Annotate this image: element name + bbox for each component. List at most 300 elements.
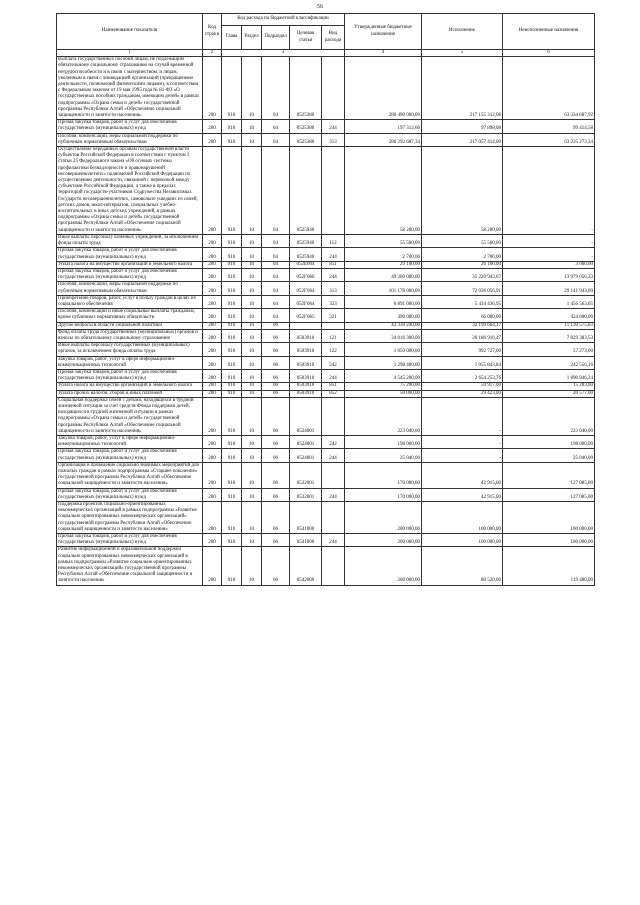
target-article-cell: 0503910 [290, 383, 322, 390]
unexecuted-amount-cell: 15 283,00 [503, 383, 595, 390]
header-vid: Вид расхода [322, 26, 345, 50]
line-code-cell: 200 [203, 488, 222, 501]
line-code-cell: 200 [203, 57, 222, 120]
unexecuted-amount-cell: 127 085,00 [503, 462, 595, 488]
expense-type-cell: 244 [322, 488, 345, 501]
approved-amount-cell: 43 330 240,00 [345, 322, 422, 329]
podrazdel-cell: 06 [262, 329, 290, 342]
line-code-cell: 200 [203, 547, 222, 585]
expense-type-cell: 323 [322, 295, 345, 308]
name-cell: Организация и проведение социально значимых мероприятий для пожилых граждан в рамках подпрограммы «Старшее поколение» государственной программы Республики Алтай «Обеспечение социальной защищенности и занятости населения» [57, 462, 203, 488]
header-razdel: Раздел [242, 26, 262, 50]
approved-amount-cell: 1 298 400,00 [345, 356, 422, 369]
approved-amount-cell: 223 040,00 [345, 397, 422, 435]
glava-cell: 910 [222, 322, 242, 329]
executed-amount-cell: 66 000,00 [422, 309, 503, 322]
glava-cell: 910 [222, 120, 242, 133]
razdel-cell: 10 [242, 322, 262, 329]
table-row [57, 488, 595, 501]
unexecuted-amount-cell: 198 000,00 [503, 435, 595, 448]
name-cell: Прочая закупка товаров, работ и услуг для обеспечения государственных (муниципальных) нужд [57, 268, 203, 281]
executed-amount-cell: 32 199 664,17 [422, 322, 503, 329]
glava-cell: 910 [222, 133, 242, 146]
unexecuted-amount-cell: 25 040,00 [503, 449, 595, 462]
line-code-cell: 200 [203, 449, 222, 462]
unexecuted-amount-cell: 63 235 273,34 [503, 133, 595, 146]
expense-type-cell: 321 [322, 309, 345, 322]
target-article-cell: 052Г060 [290, 268, 322, 281]
executed-amount-cell: - [422, 449, 503, 462]
target-article-cell: 0542000 [290, 547, 322, 585]
name-cell: Уплата налога на имущество организаций и земельного налога [57, 261, 203, 268]
expense-type-cell [322, 462, 345, 488]
unexecuted-amount-cell: 11 130 575,83 [503, 322, 595, 329]
executed-amount-cell: 26 186 916,47 [422, 329, 503, 342]
table-row [57, 147, 595, 235]
expense-type-cell: 244 [322, 120, 345, 133]
razdel-cell: 10 [242, 329, 262, 342]
approved-amount-cell: 200 000,00 [345, 547, 422, 585]
index-cell: 2 [203, 50, 222, 57]
line-code-cell: 200 [203, 534, 222, 547]
target-article-cell: 0503910 [290, 356, 322, 369]
target-article-cell: 0532001 [290, 462, 322, 488]
glava-cell: 910 [222, 329, 242, 342]
name-cell: Уплата прочих налогов, сборов и иных платежей [57, 390, 203, 397]
name-cell: Пособия, компенсации и иные социальные выплаты гражданам, кроме публичных нормативных обязательств [57, 309, 203, 322]
index-cell: 5 [422, 50, 503, 57]
line-code-cell: 200 [203, 397, 222, 435]
podrazdel-cell: 06 [262, 369, 290, 382]
unexecuted-amount-cell: 119 480,00 [503, 547, 595, 585]
table-body [57, 50, 595, 586]
table-row [57, 268, 595, 281]
expense-type-cell: 244 [322, 449, 345, 462]
line-code-cell: 200 [203, 329, 222, 342]
target-article-cell: 0524001 [290, 397, 322, 435]
razdel-cell: 10 [242, 397, 262, 435]
executed-amount-cell: 217 155 312,08 [422, 57, 503, 120]
glava-cell: 910 [222, 295, 242, 308]
approved-amount-cell: 49 200 000,00 [345, 268, 422, 281]
podrazdel-cell: 04 [262, 268, 290, 281]
razdel-cell: 10 [242, 369, 262, 382]
header-glava: Глава [222, 26, 242, 50]
razdel-cell: 10 [242, 462, 262, 488]
podrazdel-cell: 06 [262, 435, 290, 448]
executed-amount-cell: - [422, 435, 503, 448]
executed-amount-cell: 35 220 943,67 [422, 268, 503, 281]
expense-type-cell [322, 322, 345, 329]
line-code-cell: 200 [203, 369, 222, 382]
table-row [57, 369, 595, 382]
unexecuted-amount-cell: 424 000,00 [503, 309, 595, 322]
glava-cell: 910 [222, 502, 242, 534]
target-article-cell: 0503910 [290, 343, 322, 356]
approved-amount-cell: 29 100,00 [345, 261, 422, 268]
table-row [57, 502, 595, 534]
glava-cell: 910 [222, 534, 242, 547]
podrazdel-cell: 06 [262, 343, 290, 356]
podrazdel-cell: 06 [262, 356, 290, 369]
line-code-cell: 200 [203, 435, 222, 448]
name-cell: Уплата налога на имущество организаций и земельного налога [57, 383, 203, 390]
glava-cell: 910 [222, 147, 242, 235]
executed-amount-cell: 100 000,00 [422, 502, 503, 534]
approved-amount-cell: 280 490 000,00 [345, 57, 422, 120]
unexecuted-amount-cell: 100 000,00 [503, 502, 595, 534]
approved-amount-cell: 25 040,00 [345, 449, 422, 462]
name-cell: Прочая закупка товаров, работ и услуг для обеспечения государственных (муниципальных) нужд [57, 120, 203, 133]
name-cell: Осуществление переданных органам государственной власти субъектов Российской Федерации в соответствии с пунктом 3 статьи 25 Федерального закона «Об основах системы профилактики безнадзорности и правонарушений несовершеннолетних» полномочий Российской Федерации по осуществлению деятельности, связанной с перевозкой между субъектами Российской Федерации, а также в пределах территорий государств-участников Содружества Независимых Государств несовершеннолетних, самовольно ушедших из семей, детских домов, школ-интернатов, специальных учебно-воспитательных и иных детских учреждений, в рамках подпрограммы «Охрана семьи и детей» государственной программы Республики Алтай «Обеспечение социальной защищенности и занятости населения» [57, 147, 203, 235]
approved-amount-cell: 170 000,00 [345, 488, 422, 501]
table-row [57, 390, 595, 397]
executed-amount-cell: 100 000,00 [422, 534, 503, 547]
unexecuted-amount-cell: 1 456 563,05 [503, 295, 595, 308]
approved-amount-cell: 4 545 200,00 [345, 369, 422, 382]
target-article-cell: 0525940 [290, 147, 322, 235]
index-cell: 3 [222, 50, 345, 57]
header-podrazdel: Подраздел [262, 26, 290, 50]
name-cell: Прочая закупка товаров, работ и услуг для обеспечения государственных (муниципальных) нужд [57, 534, 203, 547]
expense-type-cell: 313 [322, 282, 345, 295]
podrazdel-cell: 06 [262, 322, 290, 329]
approved-amount-cell: 280 292 687,34 [345, 133, 422, 146]
glava-cell: 910 [222, 397, 242, 435]
glava-cell: 910 [222, 383, 242, 390]
razdel-cell: 10 [242, 234, 262, 247]
name-cell: Пособия, компенсации, меры социальной поддержки по публичным нормативным обязательствам [57, 133, 203, 146]
expense-type-cell: 244 [322, 268, 345, 281]
unexecuted-amount-cell: 3 000,00 [503, 261, 595, 268]
glava-cell: 910 [222, 57, 242, 120]
executed-amount-cell: 1 055 843,84 [422, 356, 503, 369]
podrazdel-cell: 06 [262, 547, 290, 585]
target-article-cell: 0525940 [290, 248, 322, 261]
glava-cell: 910 [222, 462, 242, 488]
target-article-cell: 0503910 [290, 369, 322, 382]
target-article-cell: 0525380 [290, 133, 322, 146]
header-unexecuted: Неисполненные назначения [503, 14, 595, 50]
table-row [57, 329, 595, 342]
expense-type-cell: 112 [322, 234, 345, 247]
unexecuted-amount-cell: 242 556,16 [503, 356, 595, 369]
razdel-cell: 10 [242, 57, 262, 120]
table-row [57, 322, 595, 329]
target-article-cell: 0525380 [290, 120, 322, 133]
glava-cell: 910 [222, 234, 242, 247]
glava-cell: 910 [222, 268, 242, 281]
name-cell: Выплата государственных пособий лицам, не подлежащим обязательному социальному страхованию на случай временной нетрудоспособности и в связи с материнством, и лицам, уволенным в связи с ликвидацией организаций (прекращением деятельности, полномочий физическими лицами), в соответствии с Федеральным законом от 19 мая 1995 года № 81-ФЗ «О государственных пособиях гражданам, имеющим детей» в рамках подпрограммы «Охрана семьи и детей» государственной программы Республики Алтай «Обеспечение социальной защищенности и занятости населения» [57, 57, 203, 120]
table-row [57, 547, 595, 585]
table-row [57, 309, 595, 322]
table-row [57, 435, 595, 448]
line-code-cell: 200 [203, 234, 222, 247]
executed-amount-cell: 42 915,00 [422, 462, 503, 488]
expense-type-cell [322, 147, 345, 235]
glava-cell: 910 [222, 369, 242, 382]
razdel-cell: 10 [242, 309, 262, 322]
razdel-cell: 10 [242, 282, 262, 295]
line-code-cell: 200 [203, 390, 222, 397]
podrazdel-cell: 06 [262, 383, 290, 390]
razdel-cell: 10 [242, 383, 262, 390]
table-row [57, 534, 595, 547]
target-article-cell: 052Е004 [290, 261, 322, 268]
unexecuted-amount-cell: 1 890 946,24 [503, 369, 595, 382]
table-row [57, 261, 595, 268]
executed-amount-cell: 58 200,00 [422, 147, 503, 235]
razdel-cell: 10 [242, 133, 262, 146]
table-row [57, 295, 595, 308]
expense-type-cell: 851 [322, 261, 345, 268]
podrazdel-cell: 04 [262, 133, 290, 146]
razdel-cell: 10 [242, 147, 262, 235]
executed-amount-cell: 992 727,00 [422, 343, 503, 356]
podrazdel-cell: 04 [262, 248, 290, 261]
executed-amount-cell: 2 654 253,76 [422, 369, 503, 382]
budget-execution-table [56, 13, 595, 586]
name-cell: Закупка товаров, работ, услуг в сфере информационно-коммуникационных технологий [57, 435, 203, 448]
line-code-cell: 200 [203, 462, 222, 488]
glava-cell: 910 [222, 343, 242, 356]
razdel-cell: 10 [242, 356, 262, 369]
podrazdel-cell: 06 [262, 488, 290, 501]
line-code-cell: 200 [203, 309, 222, 322]
header-classification: Код расхода по бюджетной классификации [222, 14, 345, 26]
glava-cell: 910 [222, 547, 242, 585]
expense-type-cell [322, 502, 345, 534]
target-article-cell: 0541000 [290, 534, 322, 547]
expense-type-cell: 851 [322, 383, 345, 390]
name-cell: Приобретение товаров, работ, услуг в пользу граждан в целях их социального обеспечения [57, 295, 203, 308]
table-row [57, 343, 595, 356]
unexecuted-amount-cell: 20 577,00 [503, 390, 595, 397]
executed-amount-cell: 59 917,00 [422, 383, 503, 390]
razdel-cell: 10 [242, 390, 262, 397]
razdel-cell: 10 [242, 449, 262, 462]
line-code-cell: 200 [203, 295, 222, 308]
glava-cell: 910 [222, 449, 242, 462]
unexecuted-amount-cell: - [503, 248, 595, 261]
table-row [57, 356, 595, 369]
target-article-cell: 0525380 [290, 57, 322, 120]
approved-amount-cell: 200 000,00 [345, 502, 422, 534]
header-code: Код строки [203, 14, 222, 50]
expense-type-cell: 244 [322, 369, 345, 382]
table-row [57, 133, 595, 146]
line-code-cell: 200 [203, 383, 222, 390]
header-executed: Исполнение [422, 14, 503, 50]
expense-type-cell [322, 397, 345, 435]
glava-cell: 910 [222, 356, 242, 369]
approved-amount-cell: 1 050 000,00 [345, 343, 422, 356]
podrazdel-cell: 04 [262, 261, 290, 268]
razdel-cell: 10 [242, 547, 262, 585]
line-code-cell: 200 [203, 356, 222, 369]
unexecuted-amount-cell: - [503, 234, 595, 247]
approved-amount-cell: 55 500,00 [345, 234, 422, 247]
approved-amount-cell: 101 178 000,00 [345, 282, 422, 295]
podrazdel-cell: 04 [262, 282, 290, 295]
razdel-cell: 10 [242, 268, 262, 281]
name-cell: Прочая закупка товаров, работ и услуг для обеспечения государственных (муниципальных) нужд [57, 248, 203, 261]
glava-cell: 910 [222, 282, 242, 295]
index-cell: 1 [57, 50, 203, 57]
name-cell: Развитие информационной и образовательной поддержки социально ориентированных некоммерческих организаций в рамках подпрограммы «Развитие социально ориентированных некоммерческих организаций» государственной программы Республики Алтай «Обеспечение социальной защищенности и занятости населения» [57, 547, 203, 585]
name-cell: Социальная поддержка семей с детьми, находящихся в трудной жизненной ситуации за счет средств Фонда поддержки детей, находящихся в трудной жизненной ситуации в рамках подпрограммы «Охрана семьи и детей» государственной программы Республики Алтай «Обеспечение социальной защищенности и занятости населения» [57, 397, 203, 435]
target-article-cell: 052Г064 [290, 295, 322, 308]
target-article-cell: 0532001 [290, 488, 322, 501]
glava-cell: 910 [222, 390, 242, 397]
unexecuted-amount-cell: 99 414,58 [503, 120, 595, 133]
approved-amount-cell: 34 016 300,00 [345, 329, 422, 342]
target-article-cell: 0503910 [290, 329, 322, 342]
glava-cell: 910 [222, 261, 242, 268]
approved-amount-cell: 50 000,00 [345, 390, 422, 397]
table-row [57, 462, 595, 488]
index-cell: 4 [345, 50, 422, 57]
approved-amount-cell: 490 000,00 [345, 309, 422, 322]
unexecuted-amount-cell: 7 829 383,53 [503, 329, 595, 342]
table-row [57, 282, 595, 295]
approved-amount-cell: 170 000,00 [345, 462, 422, 488]
expense-type-cell: 313 [322, 133, 345, 146]
executed-amount-cell: 217 057 414,00 [422, 133, 503, 146]
target-article-cell: 0524001 [290, 435, 322, 448]
expense-type-cell: 244 [322, 534, 345, 547]
table-row [57, 234, 595, 247]
approved-amount-cell: 6 891 000,00 [345, 295, 422, 308]
razdel-cell: 10 [242, 488, 262, 501]
glava-cell: 910 [222, 488, 242, 501]
executed-amount-cell: 72 036 056,91 [422, 282, 503, 295]
line-code-cell: 200 [203, 282, 222, 295]
name-cell: Прочая закупка товаров, работ и услуг для обеспечения государственных (муниципальных) нужд [57, 488, 203, 501]
line-code-cell: 200 [203, 322, 222, 329]
table-row [57, 57, 595, 120]
line-code-cell: 200 [203, 268, 222, 281]
line-code-cell: 200 [203, 120, 222, 133]
podrazdel-cell: 06 [262, 502, 290, 534]
executed-amount-cell: 2 700,00 [422, 248, 503, 261]
podrazdel-cell: 06 [262, 390, 290, 397]
name-cell: Другие вопросы в области социальной политики [57, 322, 203, 329]
line-code-cell: 200 [203, 133, 222, 146]
table-row [57, 383, 595, 390]
unexecuted-amount-cell: 13 979 056,33 [503, 268, 595, 281]
podrazdel-cell: 04 [262, 309, 290, 322]
target-article-cell: 052Г065 [290, 309, 322, 322]
podrazdel-cell: 06 [262, 534, 290, 547]
line-code-cell: 200 [203, 248, 222, 261]
podrazdel-cell: 04 [262, 147, 290, 235]
executed-amount-cell: 42 915,00 [422, 488, 503, 501]
name-cell: Поддержка проектов социально-ориентированных некоммерческих организаций в рамках подпрограммы «Развитие социально ориентированных некоммерческих организаций» государственной программы Республики Алтай «Обеспечение социальной защищенности и занятости населения» [57, 502, 203, 534]
expense-type-cell: 121 [322, 329, 345, 342]
line-code-cell: 200 [203, 502, 222, 534]
name-cell: Закупка товаров, работ, услуг в сфере информационно-коммуникационных технологий [57, 356, 203, 369]
podrazdel-cell: 06 [262, 449, 290, 462]
razdel-cell: 10 [242, 502, 262, 534]
target-article-cell: 0524001 [290, 449, 322, 462]
unexecuted-amount-cell: 223 040,00 [503, 397, 595, 435]
target-article-cell: 0525940 [290, 234, 322, 247]
header-target: Целевая статья [290, 26, 322, 50]
razdel-cell: 10 [242, 435, 262, 448]
approved-amount-cell: 200 000,00 [345, 534, 422, 547]
name-cell: Прочая закупка товаров, работ и услуг для обеспечения государственных (муниципальных) нужд [57, 369, 203, 382]
razdel-cell: 10 [242, 120, 262, 133]
razdel-cell: 10 [242, 534, 262, 547]
line-code-cell: 200 [203, 147, 222, 235]
expense-type-cell: 122 [322, 343, 345, 356]
table-row [57, 397, 595, 435]
header-name: Наименование показателя [57, 14, 203, 50]
unexecuted-amount-cell: 63 334 687,92 [503, 57, 595, 120]
page-number: 56 [317, 4, 323, 10]
executed-amount-cell: - [422, 397, 503, 435]
podrazdel-cell: 04 [262, 295, 290, 308]
glava-cell: 910 [222, 309, 242, 322]
line-code-cell: 200 [203, 343, 222, 356]
name-cell: Иные выплаты персоналу государственных (муниципальных) органов, за исключением фонда оплаты труда [57, 343, 203, 356]
executed-amount-cell: 97 898,08 [422, 120, 503, 133]
podrazdel-cell: 06 [262, 397, 290, 435]
unexecuted-amount-cell: 29 141 943,09 [503, 282, 595, 295]
razdel-cell: 10 [242, 295, 262, 308]
expense-type-cell: 244 [322, 248, 345, 261]
podrazdel-cell: 06 [262, 462, 290, 488]
unexecuted-amount-cell: 127 085,00 [503, 488, 595, 501]
header-approved: Утвержденные бюджетные назначения [345, 14, 422, 50]
razdel-cell: 10 [242, 261, 262, 268]
podrazdel-cell: 04 [262, 120, 290, 133]
table-row [57, 449, 595, 462]
target-article-cell: 0541000 [290, 502, 322, 534]
approved-amount-cell: 58 200,00 [345, 147, 422, 235]
approved-amount-cell: 198 000,00 [345, 435, 422, 448]
approved-amount-cell: 75 200,00 [345, 383, 422, 390]
target-article-cell: 052Г064 [290, 282, 322, 295]
unexecuted-amount-cell: 100 000,00 [503, 534, 595, 547]
line-code-cell: 200 [203, 261, 222, 268]
expense-type-cell: 852 [322, 390, 345, 397]
table-row [57, 120, 595, 133]
podrazdel-cell: 04 [262, 234, 290, 247]
expense-type-cell [322, 547, 345, 585]
executed-amount-cell: 26 100,00 [422, 261, 503, 268]
table-row [57, 248, 595, 261]
index-cell: 6 [503, 50, 595, 57]
glava-cell: 910 [222, 248, 242, 261]
glava-cell: 910 [222, 435, 242, 448]
target-article-cell [290, 322, 322, 329]
column-index-row [57, 50, 595, 57]
razdel-cell: 10 [242, 248, 262, 261]
name-cell: Прочая закупка товаров, работ и услуг для обеспечения государственных (муниципальных) нужд [57, 449, 203, 462]
expense-type-cell [322, 57, 345, 120]
executed-amount-cell: 55 500,00 [422, 234, 503, 247]
executed-amount-cell: 29 423,00 [422, 390, 503, 397]
name-cell: Фонд оплаты труда государственных (муниципальных) органов и взносы по обязательному социальному страхованию [57, 329, 203, 342]
expense-type-cell: 242 [322, 435, 345, 448]
podrazdel-cell: 04 [262, 57, 290, 120]
executed-amount-cell: 5 434 436,95 [422, 295, 503, 308]
name-cell: Иные выплаты персоналу казенных учреждений, за исключением фонда оплаты труда [57, 234, 203, 247]
executed-amount-cell: 80 520,00 [422, 547, 503, 585]
expense-type-cell: 242 [322, 356, 345, 369]
